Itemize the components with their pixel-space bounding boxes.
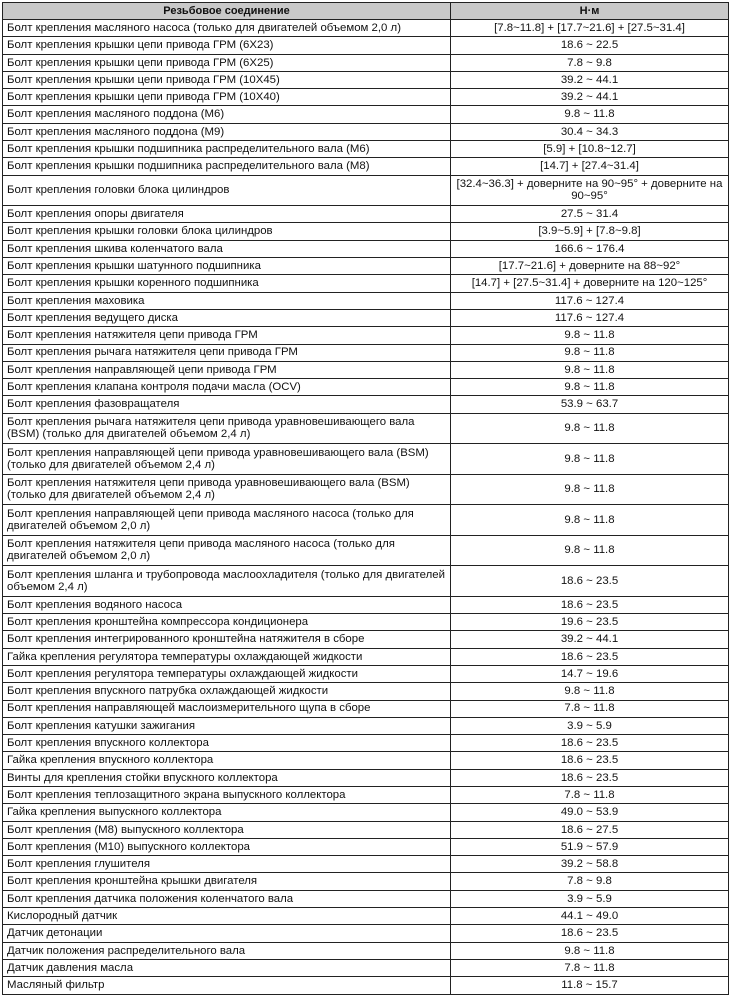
header-torque: Н·м xyxy=(451,3,729,20)
table-row xyxy=(3,856,729,873)
joint-cell: Болт крепления рычага натяжителя цепи привода ГРМ xyxy=(3,344,451,361)
table-row xyxy=(3,735,729,752)
joint-cell: Масляный фильтр xyxy=(3,977,451,994)
table-row xyxy=(3,258,729,275)
joint-cell: Гайка крепления регулятора температуры охлаждающей жидкости xyxy=(3,648,451,665)
torque-cell: 18.6 ~ 23.5 xyxy=(451,925,729,942)
joint-cell: Болт крепления кронштейна компрессора кондиционера xyxy=(3,614,451,631)
torque-cell: 7.8 ~ 9.8 xyxy=(451,873,729,890)
joint-cell: Болт крепления крышки цепи привода ГРМ (6X23) xyxy=(3,37,451,54)
torque-cell: 9.8 ~ 11.8 xyxy=(451,474,729,505)
torque-cell: 3.9 ~ 5.9 xyxy=(451,890,729,907)
torque-cell: 18.6 ~ 23.5 xyxy=(451,596,729,613)
table-row xyxy=(3,535,729,566)
joint-cell: Болт крепления шланга и трубопровода маслоохладителя (только для двигателей объемом 2,4 л) xyxy=(3,566,451,597)
table-row xyxy=(3,769,729,786)
table-row xyxy=(3,396,729,413)
torque-cell: 9.8 ~ 11.8 xyxy=(451,413,729,444)
joint-cell: Болт крепления крышки цепи привода ГРМ (10X45) xyxy=(3,71,451,88)
joint-cell: Болт крепления маховика xyxy=(3,292,451,309)
torque-cell: 9.8 ~ 11.8 xyxy=(451,505,729,536)
joint-cell: Болт крепления головки блока цилиндров xyxy=(3,175,451,206)
joint-cell: Болт крепления интегрированного кронштейна натяжителя в сборе xyxy=(3,631,451,648)
torque-cell: 3.9 ~ 5.9 xyxy=(451,717,729,734)
torque-cell: 9.8 ~ 11.8 xyxy=(451,327,729,344)
torque-cell: 11.8 ~ 15.7 xyxy=(451,977,729,994)
table-header-row xyxy=(3,3,729,20)
torque-cell: 18.6 ~ 23.5 xyxy=(451,735,729,752)
table-row xyxy=(3,925,729,942)
joint-cell: Болт крепления крышки шатунного подшипника xyxy=(3,258,451,275)
torque-cell: 30.4 ~ 34.3 xyxy=(451,123,729,140)
table-row xyxy=(3,292,729,309)
table-row xyxy=(3,959,729,976)
table-row xyxy=(3,444,729,475)
joint-cell: Болт крепления кронштейна крышки двигателя xyxy=(3,873,451,890)
torque-cell: [3.9~5.9] + [7.8~9.8] xyxy=(451,223,729,240)
table-row xyxy=(3,665,729,682)
joint-cell: Болт крепления (М8) выпускного коллектора xyxy=(3,821,451,838)
table-row xyxy=(3,683,729,700)
torque-cell: 7.8 ~ 9.8 xyxy=(451,54,729,71)
table-row xyxy=(3,158,729,175)
joint-cell: Болт крепления крышки цепи привода ГРМ (6X25) xyxy=(3,54,451,71)
table-row xyxy=(3,596,729,613)
table-row xyxy=(3,37,729,54)
joint-cell: Гайка крепления выпускного коллектора xyxy=(3,804,451,821)
table-row xyxy=(3,873,729,890)
table-row xyxy=(3,379,729,396)
table-row xyxy=(3,344,729,361)
joint-cell: Болт крепления направляющей цепи привода уравновешивающего вала (BSM) (только для двигателей объемом 2,4 л) xyxy=(3,444,451,475)
table-row xyxy=(3,275,729,292)
torque-cell: 18.6 ~ 23.5 xyxy=(451,648,729,665)
joint-cell: Болт крепления крышки головки блока цилиндров xyxy=(3,223,451,240)
joint-cell: Датчик положения распределительного вала xyxy=(3,942,451,959)
torque-cell: [5.9] + [10.8~12.7] xyxy=(451,141,729,158)
torque-cell: 49.0 ~ 53.9 xyxy=(451,804,729,821)
joint-cell: Кислородный датчик xyxy=(3,908,451,925)
torque-cell: 7.8 ~ 11.8 xyxy=(451,787,729,804)
joint-cell: Болт крепления шкива коленчатого вала xyxy=(3,240,451,257)
table-row xyxy=(3,89,729,106)
torque-cell: 9.8 ~ 11.8 xyxy=(451,683,729,700)
torque-cell: 39.2 ~ 44.1 xyxy=(451,71,729,88)
torque-cell: 7.8 ~ 11.8 xyxy=(451,959,729,976)
torque-cell: 18.6 ~ 23.5 xyxy=(451,752,729,769)
joint-cell: Болт крепления натяжителя цепи привода уравновешивающего вала (BSM) (только для двигателей объемом 2,4 л) xyxy=(3,474,451,505)
table-row xyxy=(3,614,729,631)
joint-cell: Болт крепления катушки зажигания xyxy=(3,717,451,734)
torque-cell: 9.8 ~ 11.8 xyxy=(451,361,729,378)
torque-cell: 39.2 ~ 58.8 xyxy=(451,856,729,873)
table-row xyxy=(3,977,729,994)
torque-cell: 9.8 ~ 11.8 xyxy=(451,344,729,361)
torque-cell: 53.9 ~ 63.7 xyxy=(451,396,729,413)
joint-cell: Болт крепления крышки коренного подшипника xyxy=(3,275,451,292)
joint-cell: Болт крепления рычага натяжителя цепи привода уравновешивающего вала (BSM) (только для двигателей объемом 2,4 л) xyxy=(3,413,451,444)
torque-cell: 39.2 ~ 44.1 xyxy=(451,89,729,106)
table-row xyxy=(3,20,729,37)
joint-cell: Болт крепления впускного коллектора xyxy=(3,735,451,752)
table-row xyxy=(3,942,729,959)
torque-cell: 166.6 ~ 176.4 xyxy=(451,240,729,257)
joint-cell: Датчик давления масла xyxy=(3,959,451,976)
table-row xyxy=(3,787,729,804)
torque-cell: [14.7] + [27.4~31.4] xyxy=(451,158,729,175)
joint-cell: Болт крепления направляющей цепи привода ГРМ xyxy=(3,361,451,378)
table-row xyxy=(3,908,729,925)
torque-cell: 9.8 ~ 11.8 xyxy=(451,106,729,123)
joint-cell: Болт крепления крышки цепи привода ГРМ (10X40) xyxy=(3,89,451,106)
table-row xyxy=(3,700,729,717)
table-row xyxy=(3,752,729,769)
table-row xyxy=(3,309,729,326)
joint-cell: Болт крепления фазовращателя xyxy=(3,396,451,413)
joint-cell: Болт крепления опоры двигателя xyxy=(3,206,451,223)
torque-cell: 9.8 ~ 11.8 xyxy=(451,535,729,566)
table-row xyxy=(3,175,729,206)
torque-cell: 44.1 ~ 49.0 xyxy=(451,908,729,925)
joint-cell: Болт крепления масляного поддона (М9) xyxy=(3,123,451,140)
table-row xyxy=(3,141,729,158)
table-row xyxy=(3,223,729,240)
table-row xyxy=(3,821,729,838)
joint-cell: Болт крепления водяного насоса xyxy=(3,596,451,613)
table-row xyxy=(3,327,729,344)
torque-cell: 14.7 ~ 19.6 xyxy=(451,665,729,682)
joint-cell: Болт крепления направляющей цепи привода масляного насоса (только для двигателей объемом 2,0 л) xyxy=(3,505,451,536)
torque-cell: 9.8 ~ 11.8 xyxy=(451,379,729,396)
torque-cell: 39.2 ~ 44.1 xyxy=(451,631,729,648)
joint-cell: Болт крепления глушителя xyxy=(3,856,451,873)
joint-cell: Болт крепления впускного патрубка охлаждающей жидкости xyxy=(3,683,451,700)
table-row xyxy=(3,206,729,223)
torque-cell: 9.8 ~ 11.8 xyxy=(451,444,729,475)
joint-cell: Болт крепления направляющей маслоизмерительного щупа в сборе xyxy=(3,700,451,717)
joint-cell: Болт крепления ведущего диска xyxy=(3,309,451,326)
torque-table xyxy=(2,2,729,995)
joint-cell: Гайка крепления впускного коллектора xyxy=(3,752,451,769)
joint-cell: Болт крепления масляного поддона (М6) xyxy=(3,106,451,123)
torque-cell: 18.6 ~ 23.5 xyxy=(451,566,729,597)
torque-cell: 18.6 ~ 23.5 xyxy=(451,769,729,786)
torque-cell: 117.6 ~ 127.4 xyxy=(451,309,729,326)
joint-cell: Болт крепления (М10) выпускного коллектора xyxy=(3,838,451,855)
table-row xyxy=(3,566,729,597)
torque-cell: 51.9 ~ 57.9 xyxy=(451,838,729,855)
table-row xyxy=(3,648,729,665)
joint-cell: Винты для крепления стойки впускного коллектора xyxy=(3,769,451,786)
table-row xyxy=(3,717,729,734)
table-row xyxy=(3,413,729,444)
table-row xyxy=(3,804,729,821)
torque-cell: [14.7] + [27.5~31.4] + доверните на 120~125° xyxy=(451,275,729,292)
joint-cell: Болт крепления регулятора температуры охлаждающей жидкости xyxy=(3,665,451,682)
torque-cell: 9.8 ~ 11.8 xyxy=(451,942,729,959)
table-row xyxy=(3,474,729,505)
torque-cell: 27.5 ~ 31.4 xyxy=(451,206,729,223)
torque-cell: 19.6 ~ 23.5 xyxy=(451,614,729,631)
table-row xyxy=(3,361,729,378)
joint-cell: Болт крепления теплозащитного экрана выпускного коллектора xyxy=(3,787,451,804)
joint-cell: Болт крепления крышки подшипника распределительного вала (М6) xyxy=(3,141,451,158)
torque-cell: [17.7~21.6] + доверните на 88~92° xyxy=(451,258,729,275)
table-row xyxy=(3,838,729,855)
table-row xyxy=(3,71,729,88)
torque-cell: [32.4~36.3] + доверните на 90~95° + доверните на 90~95° xyxy=(451,175,729,206)
torque-table-container xyxy=(2,2,728,995)
table-row xyxy=(3,890,729,907)
joint-cell: Болт крепления натяжителя цепи привода масляного насоса (только для двигателей объемом 2,0 л) xyxy=(3,535,451,566)
table-body xyxy=(3,20,729,995)
torque-cell: 117.6 ~ 127.4 xyxy=(451,292,729,309)
torque-cell: [7.8~11.8] + [17.7~21.6] + [27.5~31.4] xyxy=(451,20,729,37)
table-row xyxy=(3,106,729,123)
torque-cell: 18.6 ~ 27.5 xyxy=(451,821,729,838)
table-row xyxy=(3,631,729,648)
table-row xyxy=(3,54,729,71)
joint-cell: Болт крепления масляного насоса (только для двигателей объемом 2,0 л) xyxy=(3,20,451,37)
joint-cell: Болт крепления клапана контроля подачи масла (OCV) xyxy=(3,379,451,396)
joint-cell: Датчик детонации xyxy=(3,925,451,942)
joint-cell: Болт крепления датчика положения коленчатого вала xyxy=(3,890,451,907)
torque-cell: 18.6 ~ 22.5 xyxy=(451,37,729,54)
table-row xyxy=(3,505,729,536)
joint-cell: Болт крепления крышки подшипника распределительного вала (М8) xyxy=(3,158,451,175)
header-joint: Резьбовое соединение xyxy=(3,3,451,20)
torque-cell: 7.8 ~ 11.8 xyxy=(451,700,729,717)
table-row xyxy=(3,123,729,140)
joint-cell: Болт крепления натяжителя цепи привода ГРМ xyxy=(3,327,451,344)
table-row xyxy=(3,240,729,257)
